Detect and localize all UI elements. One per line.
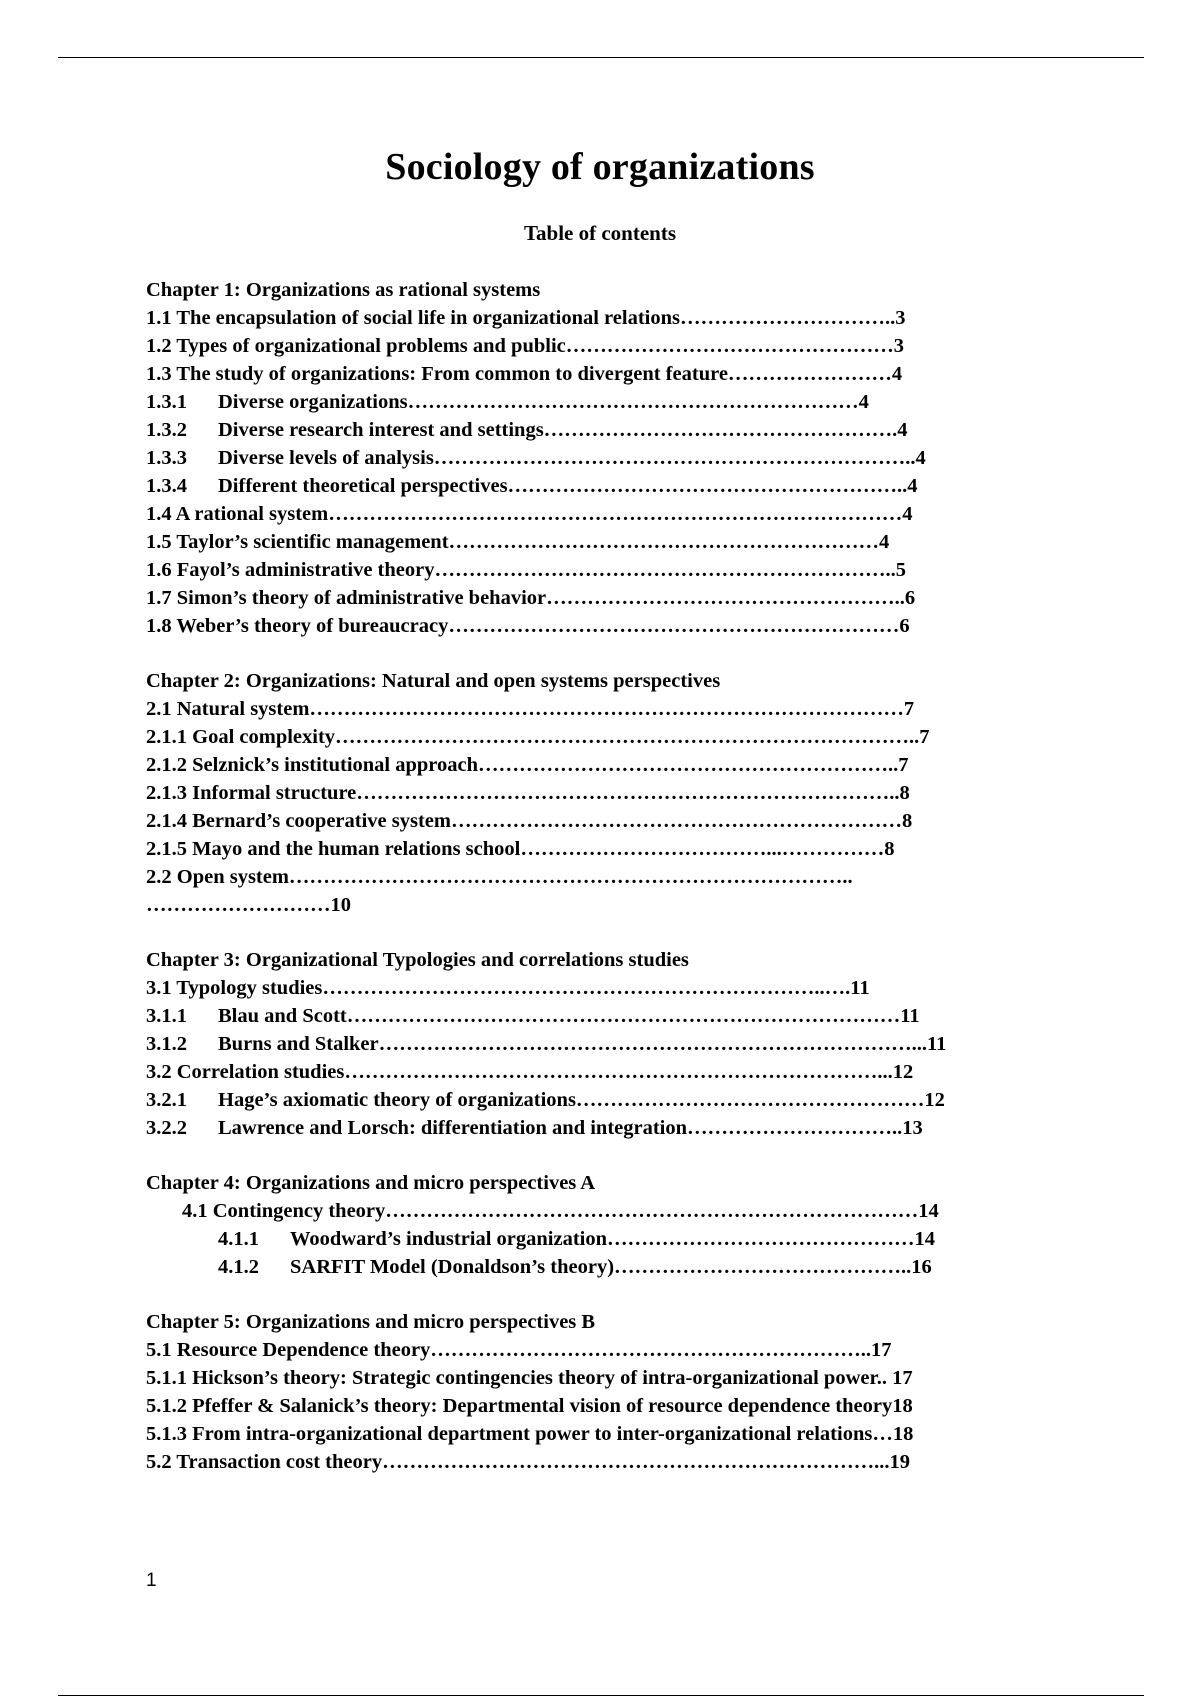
- toc-entry-number: 3.2.1: [146, 1089, 187, 1111]
- chapter-heading: Chapter 1: Organizations as rational systems: [146, 279, 541, 301]
- toc-entry-text: 4.1 Contingency theory……………………………………………………………………14: [182, 1200, 939, 1222]
- toc-entry-text: 2.2 Open system………………………………………………………………………..: [146, 866, 853, 888]
- toc-entry: [146, 974, 1076, 1002]
- toc-entry-number: 3.1.2: [146, 1033, 187, 1055]
- toc-entry-text: Lawrence and Lorsch: differentiation and integration…………………………..13: [218, 1117, 923, 1139]
- toc-entry: [146, 584, 1076, 612]
- toc-entry-text: Burns and Stalker……………………………………………………………………...11: [218, 1033, 947, 1055]
- toc-entry: [146, 863, 1076, 891]
- toc-entry: [146, 1086, 1076, 1114]
- toc-entry: [146, 1448, 1076, 1476]
- toc-entry: [146, 1225, 1076, 1253]
- chapter-heading: Chapter 4: Organizations and micro perspectives A: [146, 1172, 596, 1194]
- toc-entry: [146, 723, 1076, 751]
- toc-entry-text: 1.2 Types of organizational problems and public…………………………………………3: [146, 335, 904, 357]
- toc-entry: [146, 612, 1076, 640]
- toc-entry-text: 2.1 Natural system……………………………………………………………………………7: [146, 698, 915, 720]
- toc-entry: [146, 556, 1076, 584]
- toc-entry-text: 2.1.4 Bernard’s cooperative system…………………………………………………………8: [146, 810, 913, 832]
- toc-entry-text: 2.1.2 Selznick’s institutional approach……………………………………………………..7: [146, 754, 909, 776]
- toc-entry: [146, 304, 1076, 332]
- toc-entry: [146, 1336, 1076, 1364]
- toc-entry: [146, 444, 1076, 472]
- toc-entry: [146, 1030, 1076, 1058]
- toc-entry: [146, 1002, 1076, 1030]
- toc-entry-text: 1.6 Fayol’s administrative theory…………………………………………………………..5: [146, 559, 906, 581]
- toc-entry-number: 1.3.1: [146, 391, 187, 413]
- toc-entry-text: 3.2 Correlation studies……………………………………………………………………...12: [146, 1061, 914, 1083]
- toc-entry: [146, 528, 1076, 556]
- toc-entry-text: 5.2 Transaction cost theory………………………………………………………………...19: [146, 1451, 910, 1473]
- toc-entry: [146, 416, 1076, 444]
- footer-rule: [58, 1695, 1144, 1696]
- toc-entry: [146, 1364, 1076, 1392]
- toc-chapter: [146, 667, 1076, 919]
- toc-entry-text: 1.7 Simon’s theory of administrative behavior……………………………………………..6: [146, 587, 916, 609]
- toc-entry: [146, 695, 1076, 723]
- toc-entry-text: SARFIT Model (Donaldson’s theory)……………………………………..16: [290, 1256, 932, 1278]
- toc-entry-text: Diverse research interest and settings…………………………………………….4: [218, 419, 908, 441]
- toc-entry-text: Different theoretical perspectives…………………………………………………..4: [218, 475, 918, 497]
- toc-chapter: [146, 946, 1076, 1142]
- toc-entry: [146, 1392, 1076, 1420]
- document-title: Sociology of organizations: [385, 146, 815, 188]
- toc-entry-number: 1.3.2: [146, 419, 187, 441]
- toc-chapter: [146, 1169, 1076, 1281]
- toc-entry: [146, 835, 1076, 863]
- toc-entry: [146, 1253, 1076, 1281]
- toc-entry: [146, 891, 1076, 919]
- toc-entry-text: 1.5 Taylor’s scientific management………………………………………………………4: [146, 531, 890, 553]
- toc-entry: [146, 751, 1076, 779]
- toc-entry-text: 3.1 Typology studies………………………………………………………………..….11: [146, 977, 870, 999]
- toc-entry: [146, 1420, 1076, 1448]
- toc-entry-text: 2.1.3 Informal structure……………………………………………………………………..8: [146, 782, 910, 804]
- chapter-heading: Chapter 3: Organizational Typologies and correlations studies: [146, 949, 689, 971]
- toc-heading: Table of contents: [523, 221, 677, 245]
- toc-entry-text: 1.8 Weber’s theory of bureaucracy…………………………………………………………6: [146, 615, 910, 637]
- header-rule: [58, 57, 1144, 58]
- toc-entry: [146, 779, 1076, 807]
- table-of-contents: [146, 276, 1076, 1503]
- toc-entry-text: 1.1 The encapsulation of social life in organizational relations…………………………..3: [146, 307, 906, 329]
- toc-entry: [146, 1058, 1076, 1086]
- toc-entry-text: Diverse organizations…………………………………………………………4: [218, 391, 869, 413]
- toc-entry-number: 1.3.3: [146, 447, 187, 469]
- toc-entry: [146, 388, 1076, 416]
- toc-entry-text: Woodward’s industrial organization………………………………………14: [290, 1228, 936, 1250]
- toc-entry-text: 5.1.2 Pfeffer & Salanick’s theory: Departmental vision of resource dependence theory18: [146, 1395, 913, 1417]
- toc-entry-number: 3.1.1: [146, 1005, 187, 1027]
- toc-entry-number: 3.2.2: [146, 1117, 187, 1139]
- toc-entry: [146, 472, 1076, 500]
- toc-entry-number: 4.1.1: [218, 1228, 259, 1250]
- toc-entry-text: 5.1.1 Hickson’s theory: Strategic contingencies theory of intra-organizational power.. 17: [146, 1367, 913, 1389]
- toc-entry-text: Blau and Scott………………………………………………………………………11: [218, 1005, 920, 1027]
- chapter-heading: Chapter 2: Organizations: Natural and open systems perspectives: [146, 670, 721, 692]
- toc-entry-text: 5.1 Resource Dependence theory………………………………………………………..17: [146, 1339, 892, 1361]
- toc-entry: [146, 500, 1076, 528]
- toc-entry: [146, 807, 1076, 835]
- toc-entry: [146, 1114, 1076, 1142]
- toc-entry-text: 1.4 A rational system…………………………………………………………………………4: [146, 503, 913, 525]
- toc-entry-text: 2.1.5 Mayo and the human relations school………………………………...……………8: [146, 838, 895, 860]
- page-number: 1: [146, 1570, 157, 1591]
- toc-entry: [146, 1197, 1076, 1225]
- toc-entry-text: 2.1.1 Goal complexity…………………………………………………………………………..7: [146, 726, 930, 748]
- toc-chapter: [146, 276, 1076, 640]
- chapter-heading: Chapter 5: Organizations and micro perspectives B: [146, 1311, 596, 1333]
- toc-entry-text: 1.3 The study of organizations: From common to divergent feature……………………4: [146, 363, 903, 385]
- toc-entry-number: 4.1.2: [218, 1256, 259, 1278]
- toc-entry-text: 5.1.3 From intra-organizational department power to inter-organizational relations…18: [146, 1423, 914, 1445]
- toc-entry-text: Diverse levels of analysis……………………………………………………………..4: [218, 447, 926, 469]
- toc-entry-text: ………………………10: [146, 894, 351, 916]
- toc-entry: [146, 360, 1076, 388]
- toc-entry-text: Hage’s axiomatic theory of organizations……………………………………………12: [218, 1089, 945, 1111]
- toc-entry-number: 1.3.4: [146, 475, 187, 497]
- toc-entry: [146, 332, 1076, 360]
- toc-chapter: [146, 1308, 1076, 1476]
